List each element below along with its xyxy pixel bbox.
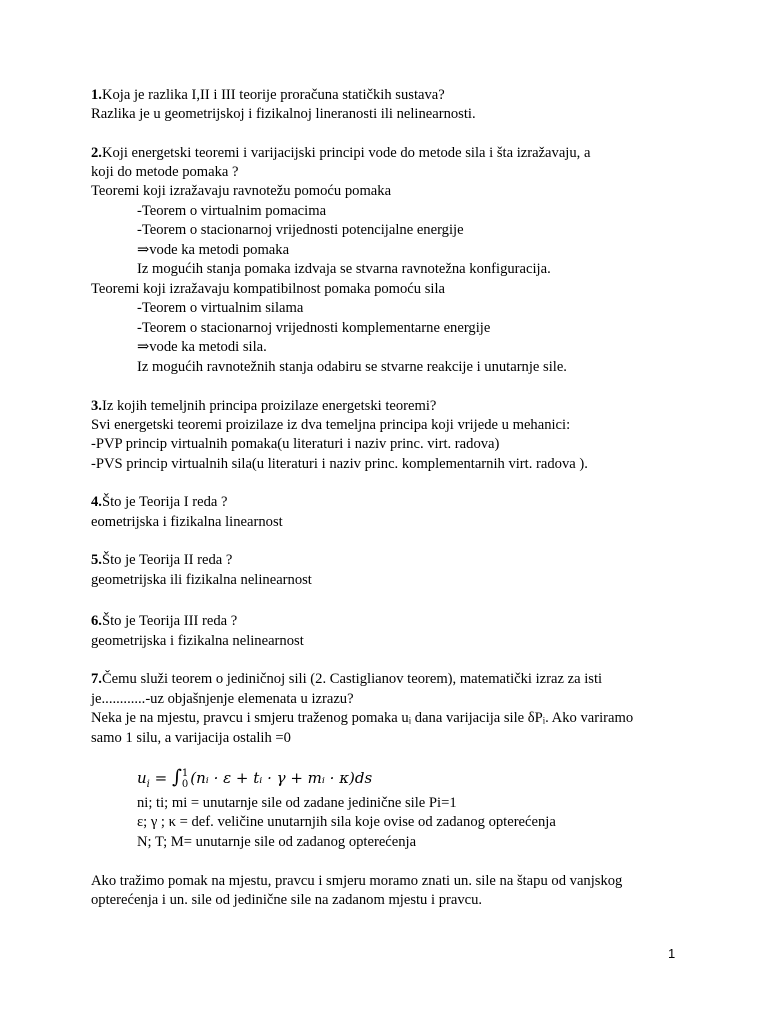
- question-2: [91, 144, 590, 162]
- answer-line: Neka je na mjestu, pravcu i smjeru traženog pomaka uᵢ dana varijacija sile δPᵢ. Ako variramo: [91, 710, 634, 726]
- question-text: Što je Teorija II reda ?: [101, 552, 233, 568]
- question-number: 5.: [91, 552, 102, 568]
- group-item: -Teorem o stacionarnoj vrijednosti komplementarne energije: [137, 320, 491, 336]
- question-number: 2.: [91, 145, 102, 161]
- question-number: 1.: [91, 87, 102, 103]
- question-text: Čemu služi teorem o jediničnoj sili (2. Castiglianov teorem), matematički izraz za isti: [101, 671, 603, 687]
- group-item: Iz mogućih stanja pomaka izdvaja se stvarna ravnotežna konfiguracija.: [137, 261, 551, 277]
- answer-line: -PVS princip virtualnih sila(u literaturi i naziv princ. komplementarnih virt. radova ).: [91, 456, 588, 472]
- answer-line: samo 1 silu, a varijacija ostalih =0: [91, 730, 291, 746]
- integral-upper: 1: [181, 768, 189, 779]
- question-7: [91, 670, 602, 688]
- question-4: [91, 493, 228, 511]
- formula-lhs-sub: i: [146, 779, 150, 790]
- integral-limits: [182, 768, 188, 790]
- formula-body: (nᵢ · ε + tᵢ · γ + mᵢ · κ)ds: [190, 769, 373, 787]
- group-item: ⇒vode ka metodi pomaka: [137, 242, 290, 258]
- answer-line: Svi energetski teoremi proizilaze iz dva temeljna principa koji vrijede u mehanici:: [91, 417, 571, 433]
- group-heading: Teoremi koji izražavaju kompatibilnost pomaka pomoću sila: [91, 281, 445, 297]
- answer-line: eometrijska i fizikalna linearnost: [91, 514, 283, 530]
- formula-lhs-var: u: [137, 769, 147, 787]
- question-number: 7.: [91, 671, 102, 687]
- question-3: [91, 397, 436, 415]
- question-text: Koji energetski teoremi i varijacijski principi vode do metode sila i šta izražavaju, a: [101, 145, 591, 161]
- question-text: Što je Teorija I reda ?: [101, 494, 228, 510]
- castigliano-formula: [137, 766, 372, 796]
- question-text: Koja je razlika I,II i III teorije proračuna statičkih sustava?: [101, 87, 445, 103]
- question-5: [91, 551, 232, 569]
- question-text: Iz kojih temeljnih principa proizilaze energetski teoremi?: [101, 398, 437, 414]
- group-item: -Teorem o virtualnim silama: [137, 300, 304, 316]
- group-item: ⇒vode ka metodi sila.: [137, 339, 267, 355]
- question-text-cont: koji do metode pomaka ?: [91, 164, 239, 180]
- definition-line: ε; γ ; κ = def. veličine unutarnjih sila koje ovise od zadanog opterećenja: [137, 814, 556, 830]
- conclusion-line: Ako tražimo pomak na mjestu, pravcu i smjeru moramo znati un. sile na štapu od vanjskog: [91, 873, 623, 889]
- group-item: -Teorem o virtualnim pomacima: [137, 203, 327, 219]
- group-item: -Teorem o stacionarnoj vrijednosti potencijalne energije: [137, 222, 464, 238]
- definition-line: N; T; M= unutarnje sile od zadanog opterećenja: [137, 834, 417, 850]
- definition-line: ni; ti; mi = unutarnje sile od zadane jedinične sile Pi=1: [137, 795, 457, 811]
- answer-line: -PVP princip virtualnih pomaka(u literaturi i naziv princ. virt. radova): [91, 436, 500, 452]
- question-number: 4.: [91, 494, 102, 510]
- question-1: [91, 86, 445, 104]
- question-text: Što je Teorija III reda ?: [101, 613, 238, 629]
- question-6: [91, 612, 237, 630]
- question-text-cont: je............-uz objašnjenje elemenata u izrazu?: [91, 691, 354, 707]
- integral-lower: 0: [181, 779, 189, 790]
- group-heading: Teoremi koji izražavaju ravnotežu pomoću pomaka: [91, 183, 392, 199]
- conclusion-line: opterećenja i un. sile od jedinične sile na zadanom mjestu i pravcu.: [91, 892, 483, 908]
- answer-line: geometrijska ili fizikalna nelinearnost: [91, 572, 312, 588]
- question-number: 6.: [91, 613, 102, 629]
- question-number: 3.: [91, 398, 102, 414]
- page-number: 1: [668, 946, 676, 961]
- answer-line: Razlika je u geometrijskoj i fizikalnoj lineranosti ili nelinearnosti.: [91, 106, 476, 122]
- answer-line: geometrijska i fizikalna nelinearnost: [91, 633, 304, 649]
- formula-equals: =: [149, 769, 172, 787]
- group-item: Iz mogućih ravnotežnih stanja odabiru se stvarne reakcije i unutarnje sile.: [137, 359, 567, 375]
- integral-symbol: ∫: [171, 766, 182, 788]
